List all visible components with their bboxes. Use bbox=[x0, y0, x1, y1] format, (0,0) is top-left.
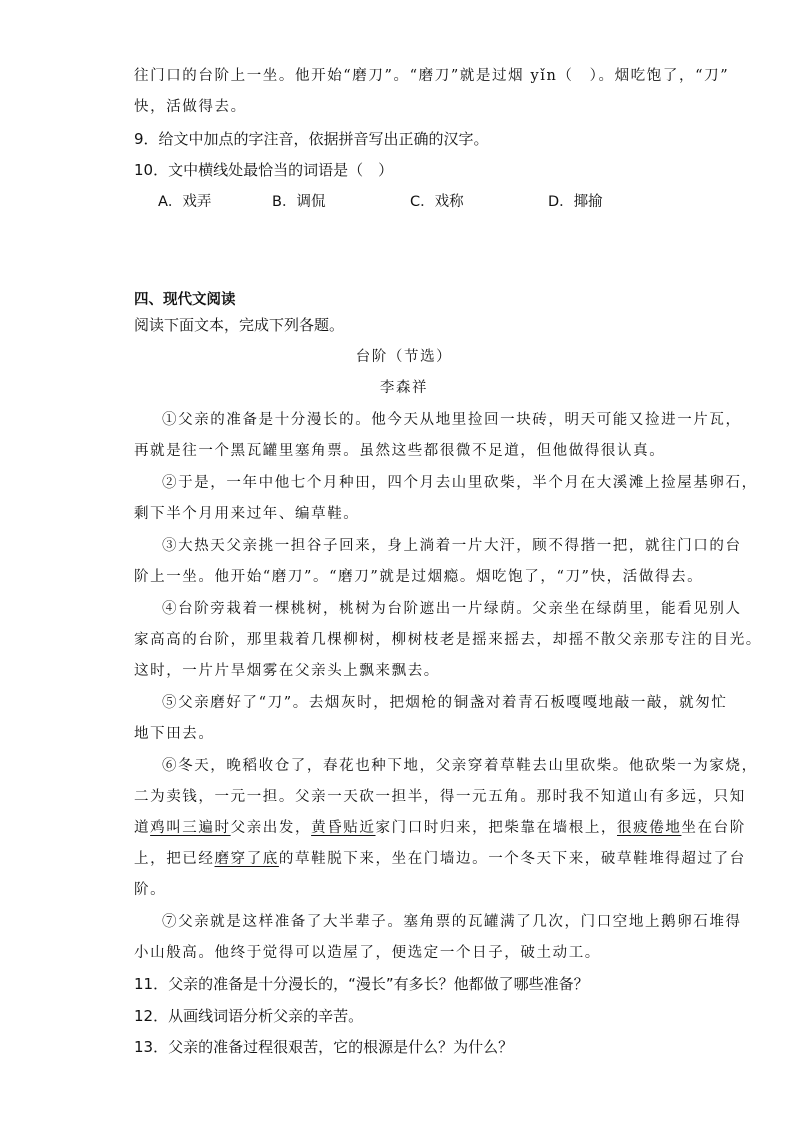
paragraph-4-line-1: ④台阶旁栽着一棵桃树，桃树为台阶遮出一片绿荫。父亲坐在绿荫里，能看见别人 bbox=[162, 601, 742, 617]
paragraph-2-line-2: 剩下半个月用来过年、编草鞋。 bbox=[134, 506, 360, 522]
paragraph-2-line-1: ②于是，一年中他七个月种田，四个月去山里砍柴，半个月在大溪滩上捡屋基卵石， bbox=[162, 475, 758, 491]
section-heading: 四、现代文阅读 bbox=[134, 292, 236, 308]
paragraph-4-line-3: 这时，一片片旱烟雾在父亲头上飘来飘去。 bbox=[134, 663, 440, 679]
passage-title: 台阶（节选） bbox=[355, 349, 453, 365]
paragraph-5-line-1: ⑤父亲磨好了“刀”。去烟灰时，把烟枪的铜盏对着青石板嘎嘎地敲一敲，就匆忙 bbox=[162, 695, 728, 711]
question-11: 11．父亲的准备是十分漫长的，“漫长”有多长？他都做了哪些准备？ bbox=[134, 975, 589, 993]
underlined-phrase-1: 鸡叫三遍时 bbox=[150, 820, 231, 836]
paragraph-3-line-2: 阶上一坐。他开始“磨刀”。“磨刀”就是过烟瘾。烟吃饱了，“刀”快，活做得去。 bbox=[134, 569, 704, 585]
paragraph-5-line-2: 地下田去。 bbox=[134, 726, 215, 742]
underlined-phrase-3: 很疲倦地 bbox=[617, 820, 682, 836]
paragraph-6-line-1: ⑥冬天，晚稻收仓了，春花也种下地，父亲穿着草鞋去山里砍柴。他砍柴一为家烧， bbox=[162, 758, 758, 774]
p6-text-f: 的草鞋脱下来，坐在门墙边。一个冬天下来，破草鞋堆得超过了台 bbox=[278, 851, 746, 867]
paragraph-1-line-1: ①父亲的准备是十分漫长的。他今天从地里捡回一块砖，明天可能又捡进一片瓦， bbox=[162, 412, 742, 428]
section-instruction: 阅读下面文本，完成下列各题。 bbox=[134, 316, 345, 334]
paragraph-7-line-1: ⑦父亲就是这样准备了大半辈子。塞角票的瓦罐满了几次，门口空地上鹅卵石堆得 bbox=[162, 914, 742, 930]
option-d: D．揶揄 bbox=[548, 194, 603, 210]
p6-text-c: 家门口时归来，把柴靠在墙根上， bbox=[375, 820, 618, 836]
paragraph-6-line-5: 阶。 bbox=[134, 882, 167, 898]
paragraph-6-line-4 bbox=[134, 849, 746, 869]
passage-author: 李森祥 bbox=[379, 380, 429, 396]
paragraph-4-line-2: 家高高的台阶，那里栽着几棵柳树，柳树枝老是摇来摇去，却摇不散父亲那专注的目光。 bbox=[134, 632, 762, 648]
p6-text-d: 坐在台阶 bbox=[681, 820, 746, 836]
question-10-stem: 10．文中横线处最恰当的词语是（ ） bbox=[134, 161, 394, 179]
question-13: 13．父亲的准备过程很艰苦，它的根源是什么？为什么？ bbox=[134, 1038, 514, 1056]
paragraph-7-line-2: 小山般高。他终于觉得可以造屋了，便选定一个日子，破土动工。 bbox=[134, 945, 601, 961]
question-9: 9．给文中加点的字注音，依据拼音写出正确的汉字。 bbox=[134, 130, 489, 148]
option-b: B．调侃 bbox=[272, 194, 326, 210]
underlined-phrase-4: 磨穿了底 bbox=[214, 851, 279, 867]
option-a: A．戏弄 bbox=[158, 194, 212, 210]
passage-continued-line-2: 快，活做得去。 bbox=[134, 99, 247, 115]
option-c: C．戏称 bbox=[410, 194, 464, 210]
paragraph-6-line-2: 二为卖钱，一元一担。父亲一天砍一担半，得一元五角。那时我不知道山有多远，只知 bbox=[134, 789, 746, 805]
p6-text-a: 道 bbox=[134, 820, 151, 836]
passage-continued-line-1: 往门口的台阶上一坐。他开始“磨刀”。“磨刀”就是过烟 yǐn（ ）。烟吃饱了，“刀” bbox=[134, 68, 730, 84]
p6-text-b: 父亲出发， bbox=[230, 820, 312, 836]
paragraph-6-line-3 bbox=[134, 818, 746, 838]
paragraph-1-line-2: 再就是往一个黑瓦罐里塞角票。虽然这些都很微不足道，但他做得很认真。 bbox=[134, 443, 666, 459]
underlined-phrase-2: 黄昏贴近 bbox=[311, 820, 376, 836]
question-12: 12．从画线词语分析父亲的辛苦。 bbox=[134, 1007, 364, 1025]
paragraph-3-line-1: ③大热天父亲挑一担谷子回来，身上淌着一片大汗，顾不得揩一把，就往门口的台 bbox=[162, 538, 742, 554]
p6-text-e: 上，把已经 bbox=[134, 851, 215, 867]
